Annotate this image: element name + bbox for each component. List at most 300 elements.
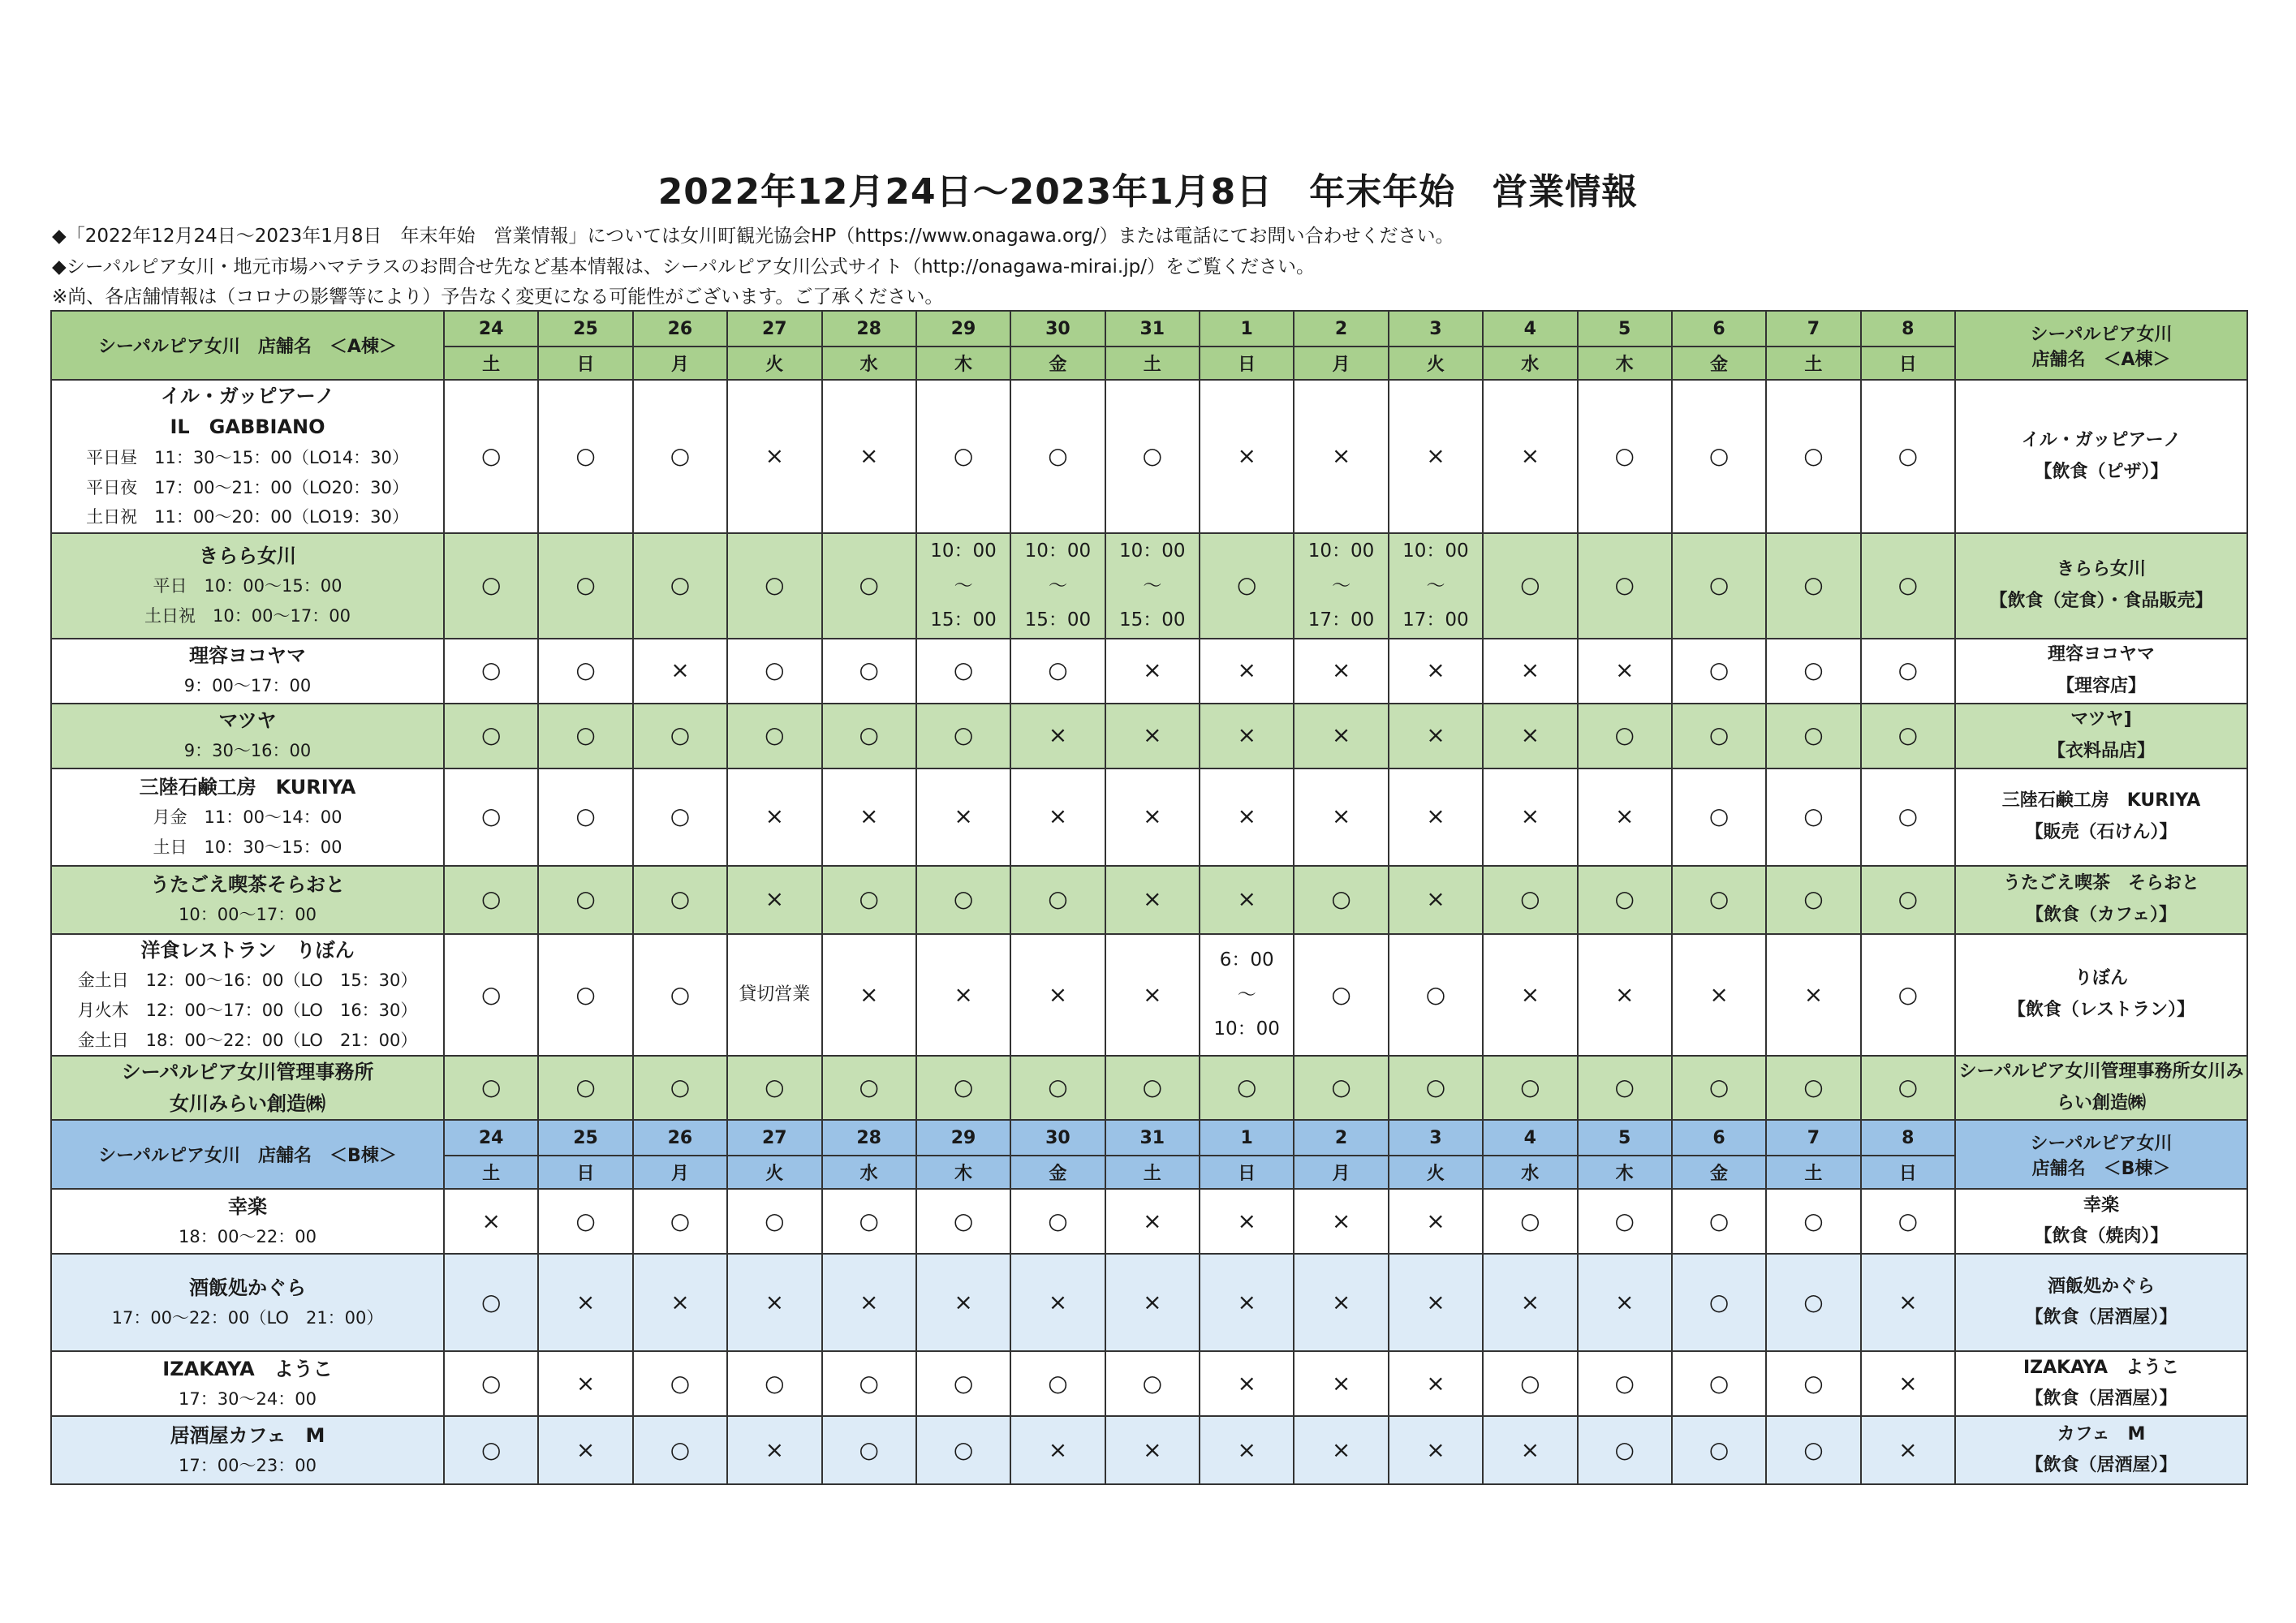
status-value: ○ [480, 803, 502, 830]
status-value: ○ [1898, 571, 1919, 599]
status-value: × [670, 1288, 690, 1315]
status-value: × [859, 1288, 879, 1315]
date-header: 5 [1578, 311, 1672, 347]
status-value: × [765, 1436, 785, 1463]
day-status [1389, 1056, 1483, 1120]
store-info [51, 380, 444, 533]
status-value: ○ [1614, 442, 1635, 470]
store-name: シーパルピア女川管理事務所 [121, 1061, 374, 1084]
status-value: × [1520, 1436, 1540, 1463]
status-value: ○ [1708, 885, 1730, 913]
day-status [538, 1189, 632, 1254]
day-status [727, 639, 821, 704]
status-value: ○ [1614, 1207, 1635, 1234]
day-status [822, 1416, 916, 1484]
store-info [51, 1056, 444, 1120]
status-value: × [1143, 721, 1162, 749]
status-value: ○ [953, 442, 974, 470]
day-status [1672, 1254, 1766, 1351]
store-row [51, 1416, 2247, 1484]
day-status [1105, 1254, 1200, 1351]
status-value: ○ [1142, 1074, 1163, 1101]
status-value: ○ [670, 980, 691, 1008]
category-line: 【飲食（焼肉）】 [2034, 1226, 2169, 1247]
date-header: 29 [916, 311, 1010, 347]
store-info [51, 1254, 444, 1351]
status-value: × [1331, 657, 1351, 684]
day-status [916, 1056, 1010, 1120]
day-status [1861, 768, 1955, 866]
status-value: ○ [480, 980, 502, 1008]
note-disclaimer: ※尚、各店舗情報は（コロナの影響等により）予告なく変更になる可能性がございます。ご了承ください。 [52, 286, 944, 308]
day-status [1672, 1351, 1766, 1416]
status-value: ○ [1898, 657, 1919, 684]
day-status [1578, 1416, 1672, 1484]
store-category [1955, 1351, 2247, 1416]
day-status [444, 768, 538, 866]
day-status [1861, 934, 1955, 1057]
status-value: × [1237, 1369, 1256, 1397]
day-status [1294, 1416, 1388, 1484]
day-status [916, 934, 1010, 1057]
date-header: 5 [1578, 1120, 1672, 1156]
day-status [1010, 704, 1105, 768]
status-value: × [1709, 980, 1729, 1008]
status-value: ○ [1803, 721, 1824, 749]
store-name: IZAKAYA ようこ [162, 1357, 333, 1380]
hours-part: 15：00 [1119, 609, 1186, 631]
day-status [1672, 639, 1766, 704]
status-value: ○ [1048, 1369, 1068, 1397]
store-row [51, 934, 2247, 1057]
day-status [822, 1056, 916, 1120]
status-value: × [859, 980, 879, 1008]
status-value: × [1614, 1288, 1635, 1315]
weekday-header: 水 [822, 347, 916, 380]
day-status [1010, 533, 1105, 639]
day-status [1389, 866, 1483, 934]
day-status [1105, 1416, 1200, 1484]
status-value: ○ [1708, 1288, 1730, 1315]
day-status [444, 934, 538, 1057]
status-value: ○ [1898, 442, 1919, 470]
day-status [1578, 704, 1672, 768]
date-header: 1 [1200, 311, 1294, 347]
weekday-header: 水 [1483, 347, 1577, 380]
status-value: × [1426, 1288, 1445, 1315]
day-status [1105, 1351, 1200, 1416]
store-hours: 月金 11：00〜14：00 [153, 807, 342, 828]
status-value: ○ [765, 571, 785, 599]
day-status [822, 934, 916, 1057]
day-status [444, 1416, 538, 1484]
day-status [916, 1351, 1010, 1416]
day-status [1200, 1351, 1294, 1416]
day-status [1389, 1254, 1483, 1351]
category-line: 【理容店】 [2056, 675, 2146, 696]
day-status [1766, 380, 1860, 533]
status-value: ○ [1048, 1074, 1068, 1101]
status-value: × [1614, 657, 1635, 684]
category-line: 【飲食（居酒屋）】 [2025, 1388, 2178, 1410]
day-status [727, 934, 821, 1057]
store-hours: 土日祝 11：00〜20：00（LO19：30） [86, 507, 409, 527]
category-line: 【飲食（居酒屋）】 [2025, 1455, 2178, 1476]
day-status [1294, 866, 1388, 934]
day-status [1483, 866, 1577, 934]
weekday-header: 金 [1010, 1156, 1105, 1189]
store-hours: 10：00〜17：00 [179, 905, 317, 925]
status-value: ○ [575, 980, 596, 1008]
category-line: 【飲食（カフェ）】 [2026, 904, 2177, 925]
status-value: ○ [1803, 1436, 1824, 1463]
status-value: ○ [1898, 980, 1919, 1008]
store-hours: 土日祝 10：00〜17：00 [144, 606, 351, 626]
day-status [538, 704, 632, 768]
status-value: ○ [480, 721, 502, 749]
status-value: ○ [1708, 1207, 1730, 1234]
store-category [1955, 380, 2247, 533]
day-status [1861, 380, 1955, 533]
day-status [1483, 934, 1577, 1057]
store-info [51, 1351, 444, 1416]
day-status [633, 934, 727, 1057]
status-value: ○ [859, 1207, 879, 1234]
status-value: ○ [765, 657, 785, 684]
day-status [916, 533, 1010, 639]
day-status [444, 1254, 538, 1351]
day-status [1483, 1056, 1577, 1120]
date-header: 1 [1200, 1120, 1294, 1156]
weekday-header: 土 [1766, 347, 1860, 380]
day-status [916, 768, 1010, 866]
section-label: シーパルピア女川 店舗名 ＜A棟＞ [51, 311, 444, 380]
day-status [1010, 934, 1105, 1057]
category-line: 【販売（石けん）】 [2025, 821, 2178, 842]
hours-part: 6：00 [1219, 949, 1274, 971]
date-header: 2 [1294, 1120, 1388, 1156]
day-status [633, 380, 727, 533]
day-status [1200, 866, 1294, 934]
date-header: 26 [633, 311, 727, 347]
status-value: ○ [859, 657, 879, 684]
hours-part: 17：00 [1307, 609, 1375, 631]
day-status [1672, 934, 1766, 1057]
status-value: ○ [1708, 442, 1730, 470]
section-label-right [1955, 311, 2247, 380]
day-status [1483, 639, 1577, 704]
store-name: IL GABBIANO [170, 415, 325, 439]
status-value: ○ [1048, 1207, 1068, 1234]
day-status [822, 768, 916, 866]
hours-part: 10：00 [930, 540, 997, 562]
date-header: 4 [1483, 1120, 1577, 1156]
day-status [1105, 1056, 1200, 1120]
status-value: × [1331, 1436, 1351, 1463]
day-status [538, 1056, 632, 1120]
day-status [444, 704, 538, 768]
status-value: ○ [1236, 571, 1257, 599]
weekday-header: 火 [1389, 1156, 1483, 1189]
status-value: × [765, 803, 785, 830]
day-status [538, 533, 632, 639]
status-value: ○ [670, 721, 691, 749]
day-status [1010, 380, 1105, 533]
day-status [1389, 934, 1483, 1057]
day-status [1200, 1189, 1294, 1254]
day-status [1483, 768, 1577, 866]
day-status [916, 639, 1010, 704]
store-hours: 平日夜 17：00〜21：00（LO20：30） [86, 477, 409, 497]
day-status [1766, 934, 1860, 1057]
day-status [1578, 1351, 1672, 1416]
category-line: 幸楽 [2083, 1195, 2119, 1216]
status-value: ○ [953, 1369, 974, 1397]
store-row [51, 1254, 2247, 1351]
store-name: 女川みらい創造㈱ [170, 1091, 325, 1115]
status-value: × [1426, 657, 1445, 684]
day-status [727, 1056, 821, 1120]
status-value: × [1048, 1288, 1068, 1315]
date-header: 8 [1861, 1120, 1955, 1156]
day-status [1483, 1254, 1577, 1351]
hours-part: 17：00 [1402, 609, 1469, 631]
day-status [444, 866, 538, 934]
weekday-header: 水 [822, 1156, 916, 1189]
status-value: × [1898, 1369, 1918, 1397]
status-value: ○ [859, 1369, 879, 1397]
status-value: ○ [1708, 803, 1730, 830]
weekday-header: 日 [538, 1156, 632, 1189]
hours-part: 〜 [1426, 575, 1445, 596]
weekday-header: 土 [444, 347, 538, 380]
day-status [1294, 1351, 1388, 1416]
day-status [1672, 866, 1766, 934]
status-value: ○ [1803, 885, 1824, 913]
status-value: × [1426, 442, 1445, 470]
date-header: 25 [538, 1120, 632, 1156]
status-value: ○ [1708, 1436, 1730, 1463]
day-status [1389, 1189, 1483, 1254]
day-status [1010, 1351, 1105, 1416]
day-status [633, 866, 727, 934]
store-info [51, 704, 444, 768]
day-status [633, 1056, 727, 1120]
day-status [1483, 1189, 1577, 1254]
status-value: ○ [1614, 721, 1635, 749]
store-name: イル・ガッピアーノ [160, 385, 335, 407]
day-status [822, 533, 916, 639]
day-status [1105, 934, 1200, 1057]
store-name: 居酒屋カフェ M [170, 1423, 325, 1447]
hours-part: 〜 [1048, 575, 1067, 596]
store-row [51, 639, 2247, 704]
day-status [1200, 768, 1294, 866]
status-value: ○ [1142, 1369, 1163, 1397]
status-value: ○ [1142, 442, 1163, 470]
status-value: × [1898, 1288, 1918, 1315]
day-status [1294, 1056, 1388, 1120]
section-label-line: 店舗名 ＜B棟＞ [2031, 1158, 2171, 1179]
status-value: ○ [480, 1074, 502, 1101]
date-header: 6 [1672, 311, 1766, 347]
status-value: ○ [575, 885, 596, 913]
day-status [1294, 934, 1388, 1057]
status-value: ○ [1520, 885, 1540, 913]
status-value: ○ [1803, 442, 1824, 470]
status-value: ○ [670, 885, 691, 913]
section-label-line: シーパルピア女川 [2030, 1133, 2173, 1154]
hours-part: 10：00 [1024, 540, 1092, 562]
hours-part: 10：00 [1307, 540, 1375, 562]
day-status [1766, 639, 1860, 704]
store-row [51, 1056, 2247, 1120]
status-value: ○ [765, 1369, 785, 1397]
weekday-header: 土 [1105, 347, 1200, 380]
day-status [1389, 380, 1483, 533]
status-value: × [1237, 1288, 1256, 1315]
day-status [1010, 866, 1105, 934]
day-status [1483, 704, 1577, 768]
section-label-right [1955, 1120, 2247, 1189]
status-value: × [670, 657, 690, 684]
day-status [1010, 768, 1105, 866]
day-status [1105, 768, 1200, 866]
category-line: カフェ M [2057, 1423, 2146, 1444]
status-value: ○ [953, 1436, 974, 1463]
status-value: 貸切営業 [739, 984, 811, 1005]
status-value: × [575, 1436, 596, 1463]
day-status [633, 704, 727, 768]
status-value: × [859, 442, 879, 470]
status-value: × [1143, 1207, 1162, 1234]
date-header: 25 [538, 311, 632, 347]
day-status [1483, 1351, 1577, 1416]
status-value: × [1048, 721, 1068, 749]
day-status [1766, 1254, 1860, 1351]
weekday-header: 土 [1766, 1156, 1860, 1189]
status-value: ○ [1614, 885, 1635, 913]
day-status [444, 1189, 538, 1254]
day-status [1672, 1056, 1766, 1120]
hours-part: 〜 [1143, 575, 1162, 596]
store-name: うたごえ喫茶そらおと [150, 873, 345, 897]
date-header: 30 [1010, 1120, 1105, 1156]
status-value: ○ [1048, 442, 1068, 470]
status-value: ○ [953, 885, 974, 913]
hours-part: 10：00 [1402, 540, 1469, 562]
day-status [1010, 1254, 1105, 1351]
status-value: × [1143, 980, 1162, 1008]
status-value: ○ [670, 1207, 691, 1234]
date-header: 4 [1483, 311, 1577, 347]
store-name: 幸楽 [228, 1195, 267, 1218]
store-hours: 17：30〜24：00 [179, 1389, 317, 1410]
store-hours: 平日 10：00〜15：00 [153, 576, 342, 596]
page-title: 2022年12月24日〜2023年1月8日 年末年始 営業情報 [657, 171, 1639, 213]
day-status [633, 1254, 727, 1351]
status-value: ○ [670, 571, 691, 599]
status-value: ○ [1708, 571, 1730, 599]
status-value: ○ [1614, 1369, 1635, 1397]
store-category [1955, 1056, 2247, 1120]
hours-part: 15：00 [1024, 609, 1092, 631]
day-status [1766, 1351, 1860, 1416]
status-value: ○ [1898, 1207, 1919, 1234]
status-value: ○ [1520, 1074, 1540, 1101]
hours-part: 15：00 [930, 609, 997, 631]
status-value: ○ [1048, 657, 1068, 684]
day-status [916, 1416, 1010, 1484]
status-value: × [1614, 803, 1635, 830]
status-value: × [1143, 885, 1162, 913]
date-header: 24 [444, 1120, 538, 1156]
day-status [1200, 1056, 1294, 1120]
status-value: × [1426, 885, 1445, 913]
status-value: × [1426, 1369, 1445, 1397]
section-header-row [51, 1120, 2247, 1156]
day-status [444, 380, 538, 533]
store-category [1955, 1254, 2247, 1351]
status-value: × [1331, 803, 1351, 830]
store-name: 酒飯処かぐら [189, 1276, 306, 1299]
day-status [1294, 639, 1388, 704]
status-value: ○ [670, 803, 691, 830]
weekday-header: 日 [1861, 1156, 1955, 1189]
status-value: ○ [1236, 1074, 1257, 1101]
day-status [1483, 533, 1577, 639]
day-status [444, 533, 538, 639]
category-line: IZAKAYA ようこ [2023, 1357, 2179, 1378]
day-status [1578, 934, 1672, 1057]
day-status [1766, 1416, 1860, 1484]
day-status [1578, 768, 1672, 866]
day-status [1200, 380, 1294, 533]
day-status [633, 768, 727, 866]
day-status [727, 704, 821, 768]
status-value: ○ [575, 1207, 596, 1234]
day-status [538, 380, 632, 533]
status-value: × [1048, 803, 1068, 830]
store-hours: 9：00〜17：00 [183, 676, 312, 696]
weekday-header: 火 [727, 347, 821, 380]
status-value: ○ [1708, 1369, 1730, 1397]
weekday-header: 木 [916, 1156, 1010, 1189]
day-status [538, 1254, 632, 1351]
store-hours: 17：00〜22：00（LO 21：00） [111, 1308, 384, 1328]
status-value: ○ [1331, 1074, 1351, 1101]
day-status [538, 768, 632, 866]
day-status [1105, 866, 1200, 934]
status-value: ○ [1614, 571, 1635, 599]
day-status [1294, 768, 1388, 866]
status-value: ○ [1803, 571, 1824, 599]
date-header: 30 [1010, 311, 1105, 347]
day-status [1578, 1254, 1672, 1351]
status-value: × [1426, 803, 1445, 830]
store-info [51, 533, 444, 639]
category-line: マツヤ] [2070, 709, 2132, 730]
store-row [51, 704, 2247, 768]
category-line: らい創造㈱ [2056, 1092, 2146, 1113]
hours-part: 10：00 [1213, 1018, 1280, 1040]
status-value: × [765, 885, 785, 913]
store-row [51, 866, 2247, 934]
store-info [51, 934, 444, 1057]
day-status [538, 866, 632, 934]
status-value: ○ [1803, 1074, 1824, 1101]
date-header: 6 [1672, 1120, 1766, 1156]
